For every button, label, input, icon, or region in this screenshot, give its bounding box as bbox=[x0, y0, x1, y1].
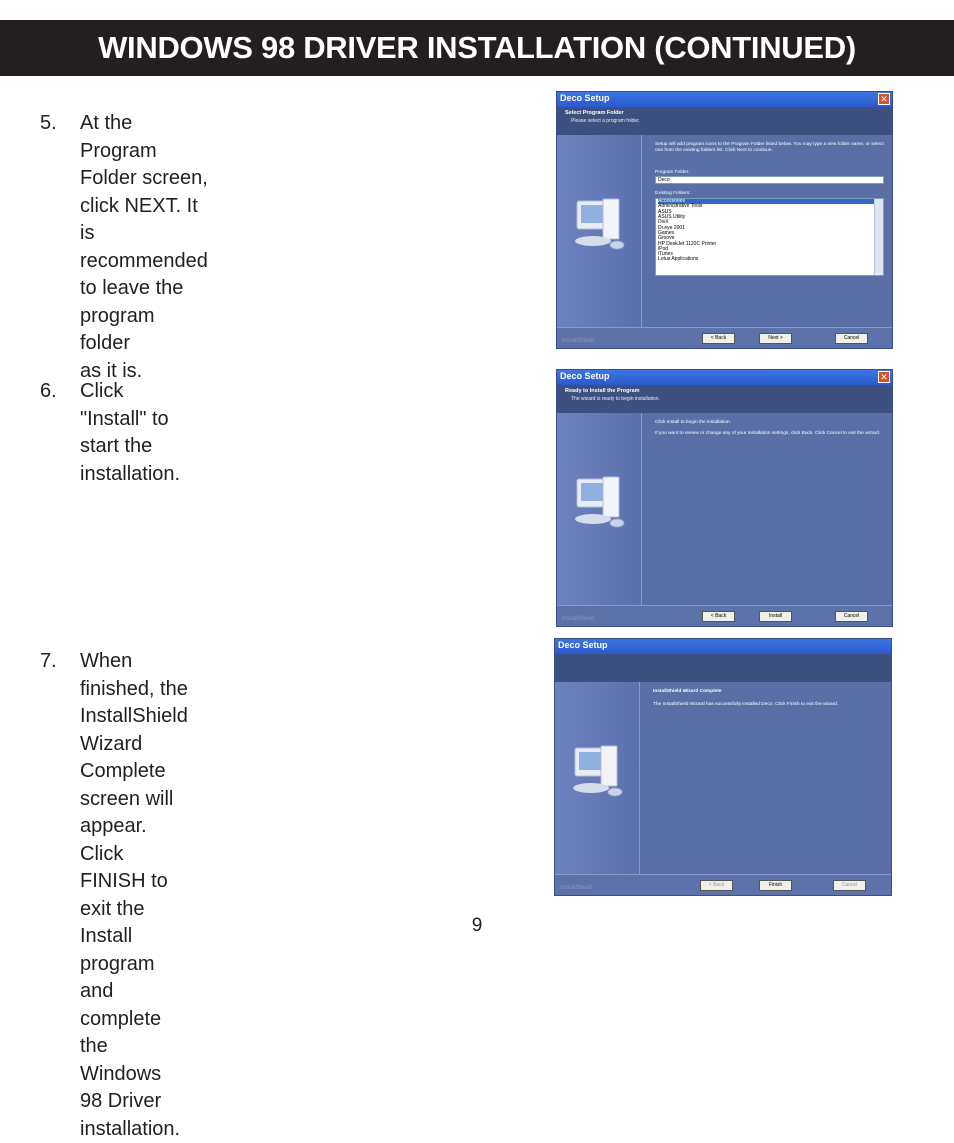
installshield-brand: InstallShield bbox=[562, 338, 594, 344]
sidebar-separator bbox=[639, 682, 640, 875]
list-item[interactable]: Accessories bbox=[658, 199, 883, 204]
banner-title: Ready to Install the Program bbox=[565, 388, 640, 394]
step-text bbox=[80, 110, 208, 385]
sidebar-separator bbox=[641, 413, 642, 606]
back-button[interactable]: < Back bbox=[702, 611, 735, 622]
deco-setup-dialog-program-folder bbox=[556, 91, 893, 349]
dialog-content bbox=[653, 689, 883, 708]
dialog-title: Deco Setup bbox=[560, 93, 610, 103]
cancel-button[interactable]: Cancel bbox=[835, 333, 868, 344]
dialog-sidebar bbox=[557, 135, 641, 328]
dialog-content bbox=[655, 420, 884, 437]
list-item[interactable]: ASUS bbox=[658, 210, 883, 215]
dialog-titlebar bbox=[557, 92, 892, 107]
step-line: is recommended to leave the program folder bbox=[80, 220, 208, 358]
intro-text: Setup will add program icons to the Program Folder listed below. You may type a new folder name, or select one from the existing folders list. Click Next to continue. bbox=[655, 142, 884, 154]
program-folder-input[interactable]: Deco bbox=[655, 176, 884, 184]
cancel-button[interactable]: Cancel bbox=[835, 611, 868, 622]
list-item[interactable]: iPod bbox=[658, 247, 883, 252]
banner-title: Select Program Folder bbox=[565, 110, 624, 116]
dialog-footer bbox=[555, 874, 891, 895]
list-scrollbar[interactable] bbox=[874, 199, 883, 275]
close-icon[interactable]: ✕ bbox=[878, 371, 890, 383]
next-button[interactable]: Next > bbox=[759, 333, 792, 344]
list-item[interactable]: Games bbox=[658, 231, 883, 236]
computer-icon bbox=[569, 742, 625, 802]
list-item[interactable]: Dr.eye 2001 bbox=[658, 226, 883, 231]
dialog-footer bbox=[557, 327, 892, 348]
dialog-content bbox=[655, 142, 884, 276]
finish-button[interactable]: Finish bbox=[759, 880, 792, 891]
step-line: Windows 98 Driver installation. bbox=[80, 1061, 188, 1143]
list-item[interactable]: DivX bbox=[658, 220, 883, 225]
install-button[interactable]: Install bbox=[759, 611, 792, 622]
dialog-banner bbox=[557, 107, 892, 135]
step-line: At the Program Folder screen, click NEXT. It bbox=[80, 110, 208, 220]
page-header bbox=[0, 20, 954, 76]
sidebar-separator bbox=[641, 135, 642, 328]
dialog-title: Deco Setup bbox=[558, 640, 608, 650]
step-line: Click "Install" to start the installation. bbox=[80, 378, 180, 488]
deco-setup-dialog-ready-to-install bbox=[556, 369, 893, 627]
banner-subtitle: Please select a program folder. bbox=[571, 118, 640, 124]
complete-heading: InstallShield Wizard Complete bbox=[653, 689, 883, 695]
banner-subtitle: The wizard is ready to begin installation. bbox=[571, 396, 660, 402]
list-item[interactable]: Lotus Applications bbox=[658, 257, 883, 262]
page-number: 9 bbox=[0, 915, 954, 937]
existing-folders-label: Existing Folders: bbox=[655, 191, 884, 197]
dialog-sidebar bbox=[555, 682, 639, 875]
install-instruction: Click Install to begin the installation. bbox=[655, 420, 884, 426]
computer-icon bbox=[571, 195, 627, 255]
complete-text: The InstallShield Wizard has successfully installed Deco. Click Finish to exit the wizard. bbox=[653, 702, 883, 708]
step-number: 5. bbox=[40, 110, 80, 138]
list-item[interactable]: Groove bbox=[658, 236, 883, 241]
step-text bbox=[80, 648, 188, 1143]
step-number: 7. bbox=[40, 648, 80, 676]
list-item[interactable]: HP DeskJet 1120C Printer bbox=[658, 242, 883, 247]
installshield-brand: InstallShield bbox=[562, 616, 594, 622]
close-icon[interactable]: ✕ bbox=[878, 93, 890, 105]
step-line: Complete screen will appear. Click FINISH to bbox=[80, 758, 188, 896]
step-number: 6. bbox=[40, 378, 80, 406]
existing-folders-list[interactable] bbox=[655, 198, 884, 276]
deco-setup-dialog-complete bbox=[554, 638, 892, 896]
step-text bbox=[80, 378, 180, 488]
installshield-brand: InstallShield bbox=[560, 885, 592, 891]
dialog-sidebar bbox=[557, 413, 641, 606]
step-line: exit the Install program and complete the bbox=[80, 896, 188, 1061]
list-item[interactable]: iTunes bbox=[658, 252, 883, 257]
program-folder-label: Program Folder: bbox=[655, 170, 884, 176]
dialog-title: Deco Setup bbox=[560, 371, 610, 381]
step-line: When finished, the InstallShield Wizard bbox=[80, 648, 188, 758]
dialog-banner bbox=[557, 385, 892, 413]
computer-icon bbox=[571, 473, 627, 533]
cancel-button[interactable]: Cancel bbox=[833, 880, 866, 891]
review-instruction: If you want to review or change any of your installation settings, click Back. Click Cancel to exit the wizard. bbox=[655, 431, 884, 437]
dialog-titlebar bbox=[557, 370, 892, 385]
list-item[interactable]: ASUS Utility bbox=[658, 215, 883, 220]
dialog-footer bbox=[557, 605, 892, 626]
back-button[interactable]: < Back bbox=[702, 333, 735, 344]
back-button[interactable]: < Back bbox=[700, 880, 733, 891]
list-item[interactable]: Administrative Tools bbox=[658, 204, 883, 209]
dialog-titlebar bbox=[555, 639, 891, 654]
page-title: WINDOWS 98 DRIVER INSTALLATION (CONTINUED) bbox=[0, 20, 954, 76]
dialog-banner bbox=[555, 654, 891, 682]
step-line: as it is. bbox=[80, 358, 208, 386]
